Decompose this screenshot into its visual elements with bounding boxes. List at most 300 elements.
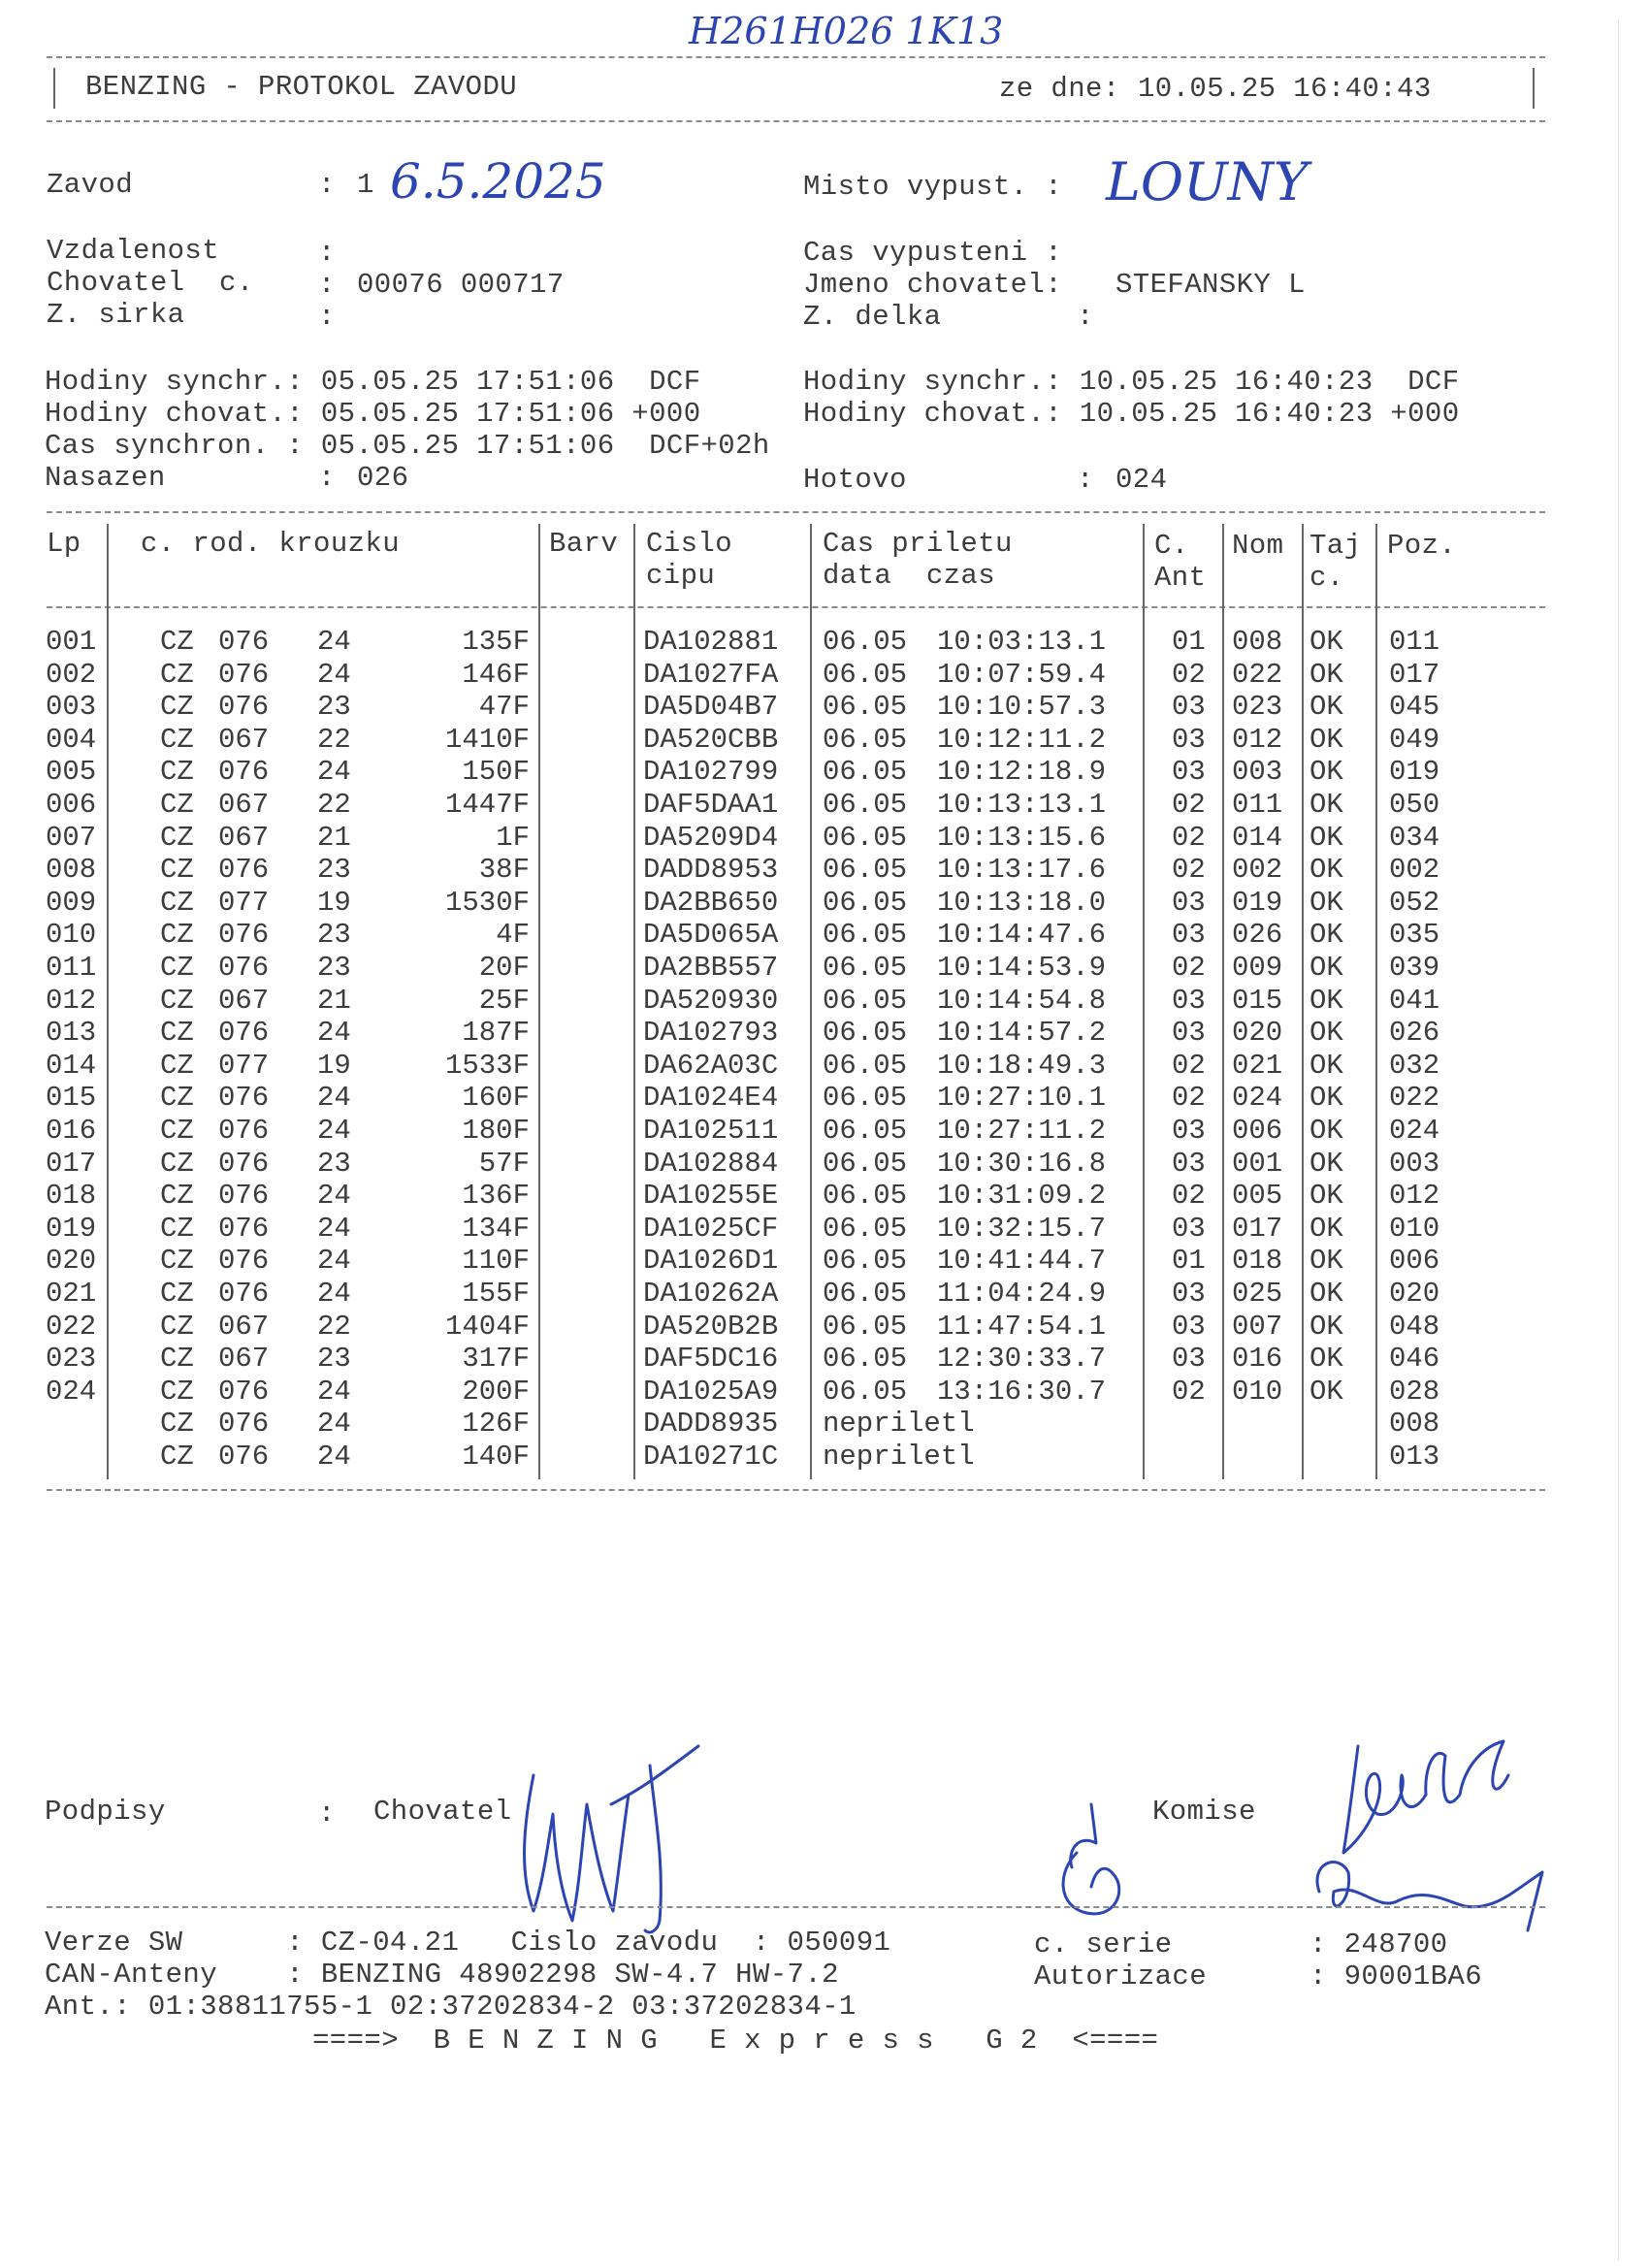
- row-date: nepriletl: [823, 1408, 975, 1441]
- row-ring-number: 20F: [478, 952, 530, 984]
- row-taj: OK: [1310, 1212, 1343, 1245]
- row-country: CZ: [160, 1375, 194, 1408]
- row-date: 06.05: [823, 1115, 908, 1147]
- row-org: 076: [218, 1408, 270, 1441]
- sirka-label: Z. sirka: [47, 299, 185, 331]
- row-ant: 03: [1172, 691, 1206, 724]
- sirka-colon: :: [318, 301, 336, 333]
- row-lp: 008: [46, 854, 97, 887]
- table-row: [0, 1278, 1649, 1311]
- table-row: [0, 1441, 1649, 1474]
- row-nom: 005: [1232, 1180, 1283, 1213]
- table-row: [0, 1148, 1649, 1181]
- row-year: 24: [317, 1278, 351, 1310]
- row-ring-number: 38F: [478, 854, 530, 887]
- table-row: [0, 919, 1649, 952]
- th-cislo-1: Cislo: [646, 528, 733, 560]
- row-poz: 048: [1389, 1310, 1440, 1343]
- jmeno-value: STEFANSKY L: [1116, 269, 1306, 301]
- row-ring-number: 146F: [462, 658, 530, 691]
- footer-device-banner: ====> B E N Z I N G E x p r e s s G 2 <====: [312, 2025, 1159, 2057]
- row-taj: OK: [1310, 1180, 1343, 1213]
- row-time: 10:14:53.9: [937, 952, 1107, 984]
- row-chip: DA1025A9: [643, 1375, 779, 1408]
- row-poz: 011: [1389, 626, 1440, 658]
- row-year: 21: [317, 984, 351, 1017]
- row-ring-number: 180F: [462, 1115, 530, 1147]
- row-date: 06.05: [823, 1212, 908, 1245]
- row-nom: 016: [1232, 1343, 1283, 1376]
- row-poz: 032: [1389, 1049, 1440, 1082]
- row-org: 076: [218, 1245, 270, 1278]
- row-taj: OK: [1310, 691, 1343, 724]
- row-org: 076: [218, 1147, 270, 1180]
- row-poz: 022: [1389, 1082, 1440, 1115]
- row-date: 06.05: [823, 1245, 908, 1278]
- row-year: 24: [317, 1082, 351, 1115]
- handwritten-reference: H261H026 1K13: [689, 10, 1004, 52]
- signature-chovatel-label: Chovatel: [373, 1796, 512, 1828]
- row-lp: 020: [46, 1245, 97, 1278]
- th-lp: Lp: [47, 528, 81, 560]
- row-year: 24: [317, 626, 351, 658]
- footer-line1-right: : 248700: [1310, 1928, 1448, 1960]
- hotovo-label: Hotovo: [803, 464, 907, 496]
- row-ant: 03: [1172, 984, 1206, 1017]
- row-org: 067: [218, 723, 270, 756]
- row-taj: OK: [1310, 1115, 1343, 1147]
- row-poz: 034: [1389, 821, 1440, 854]
- row-org: 076: [218, 1375, 270, 1408]
- row-nom: 015: [1232, 984, 1283, 1017]
- chovatel-colon: :: [318, 269, 336, 301]
- row-lp: 019: [46, 1212, 97, 1245]
- row-taj: OK: [1310, 854, 1343, 887]
- row-ring-number: 110F: [462, 1245, 530, 1278]
- row-time: 10:32:15.7: [937, 1212, 1107, 1245]
- row-country: CZ: [160, 1049, 194, 1082]
- chovatel-value: 00076 000717: [357, 269, 565, 301]
- row-ant: 03: [1172, 1343, 1206, 1376]
- table-row: [0, 659, 1649, 692]
- row-chip: DA102793: [643, 1017, 779, 1050]
- row-date: 06.05: [823, 1082, 908, 1115]
- row-poz: 052: [1389, 886, 1440, 919]
- row-poz: 049: [1389, 723, 1440, 756]
- row-date: 06.05: [823, 919, 908, 952]
- row-country: CZ: [160, 1082, 194, 1115]
- row-country: CZ: [160, 1278, 194, 1310]
- th-cislo-2: cipu: [646, 560, 716, 592]
- nasazen-colon: :: [318, 462, 336, 494]
- table-row: [0, 691, 1649, 724]
- table-row: [0, 626, 1649, 659]
- row-country: CZ: [160, 1310, 194, 1343]
- table-row: [0, 724, 1649, 757]
- row-nom: 021: [1232, 1049, 1283, 1082]
- row-chip: DADD8935: [643, 1408, 779, 1441]
- table-row: [0, 822, 1649, 855]
- row-year: 24: [317, 1017, 351, 1050]
- row-lp: 018: [46, 1180, 97, 1213]
- row-time: 10:14:54.8: [937, 984, 1107, 1017]
- table-row: [0, 1213, 1649, 1246]
- th-taj-1: Taj: [1310, 530, 1362, 562]
- footer-line2-mid: Autorizace: [1034, 1960, 1208, 1993]
- row-ring-number: 200F: [462, 1375, 530, 1408]
- row-lp: 004: [46, 723, 97, 756]
- table-row: [0, 1017, 1649, 1050]
- table-row: [0, 1245, 1649, 1278]
- row-date: 06.05: [823, 626, 908, 658]
- row-time: 10:14:47.6: [937, 919, 1107, 952]
- row-chip: DA5D065A: [643, 919, 779, 952]
- row-poz: 013: [1389, 1441, 1440, 1473]
- row-year: 23: [317, 919, 351, 952]
- row-chip: DA102799: [643, 756, 779, 789]
- row-chip: DA10262A: [643, 1278, 779, 1310]
- protocol-date-label: ze dne:: [999, 73, 1120, 105]
- jmeno-label: Jmeno chovatel:: [803, 269, 1063, 301]
- row-taj: OK: [1310, 984, 1343, 1017]
- row-time: 13:16:30.7: [937, 1375, 1107, 1408]
- th-ant-1: C.: [1154, 530, 1189, 562]
- row-poz: 024: [1389, 1115, 1440, 1147]
- row-ring-number: 140F: [462, 1441, 530, 1473]
- row-country: CZ: [160, 1245, 194, 1278]
- row-ant: 03: [1172, 1278, 1206, 1310]
- row-year: 24: [317, 1245, 351, 1278]
- row-chip: DA1026D1: [643, 1245, 779, 1278]
- row-poz: 008: [1389, 1408, 1440, 1441]
- row-nom: 009: [1232, 952, 1283, 984]
- row-chip: DA5209D4: [643, 821, 779, 854]
- sync-line3: Cas synchron. : 05.05.25 17:51:06 DCF+02h: [45, 430, 770, 462]
- row-country: CZ: [160, 952, 194, 984]
- row-year: 22: [317, 1310, 351, 1343]
- row-chip: DA62A03C: [643, 1049, 779, 1082]
- row-ant: 03: [1172, 723, 1206, 756]
- row-country: CZ: [160, 854, 194, 887]
- row-date: 06.05: [823, 886, 908, 919]
- row-lp: 013: [46, 1017, 97, 1050]
- row-lp: 005: [46, 756, 97, 789]
- sync-line1-left: Hodiny synchr.: 05.05.25 17:51:06 DCF: [45, 366, 701, 398]
- row-country: CZ: [160, 658, 194, 691]
- table-header-rule: [47, 606, 1545, 608]
- row-poz: 035: [1389, 919, 1440, 952]
- row-taj: OK: [1310, 886, 1343, 919]
- row-nom: 002: [1232, 854, 1283, 887]
- zavod-value: 1: [357, 169, 374, 201]
- row-nom: 024: [1232, 1082, 1283, 1115]
- row-time: 11:04:24.9: [937, 1278, 1107, 1310]
- th-nom: Nom: [1232, 530, 1284, 562]
- row-poz: 045: [1389, 691, 1440, 724]
- th-cas-2: data czas: [823, 560, 996, 592]
- delka-label: Z. delka: [803, 301, 942, 333]
- row-time: 12:30:33.7: [937, 1343, 1107, 1376]
- row-taj: OK: [1310, 1343, 1343, 1376]
- row-time: 10:18:49.3: [937, 1049, 1107, 1082]
- row-year: 19: [317, 1049, 351, 1082]
- row-year: 24: [317, 756, 351, 789]
- row-country: CZ: [160, 1180, 194, 1213]
- row-org: 076: [218, 1180, 270, 1213]
- row-time: 10:12:11.2: [937, 723, 1107, 756]
- row-ring-number: 160F: [462, 1082, 530, 1115]
- nasazen-value: 026: [357, 462, 409, 494]
- row-country: CZ: [160, 821, 194, 854]
- row-country: CZ: [160, 886, 194, 919]
- commission-signature: [1300, 1736, 1562, 1940]
- row-time: 10:31:09.2: [937, 1180, 1107, 1213]
- row-ant: 01: [1172, 1245, 1206, 1278]
- footer-line1-mid: c. serie: [1034, 1928, 1173, 1960]
- row-ring-number: 317F: [462, 1343, 530, 1376]
- row-ant: 02: [1172, 952, 1206, 984]
- row-year: 19: [317, 886, 351, 919]
- row-chip: DA1027FA: [643, 658, 779, 691]
- row-country: CZ: [160, 1017, 194, 1050]
- row-country: CZ: [160, 984, 194, 1017]
- row-time: 10:27:10.1: [937, 1082, 1107, 1115]
- row-ring-number: 155F: [462, 1278, 530, 1310]
- row-taj: OK: [1310, 1375, 1343, 1408]
- row-taj: OK: [1310, 658, 1343, 691]
- table-bottom-rule: [47, 1489, 1545, 1491]
- row-country: CZ: [160, 756, 194, 789]
- row-poz: 028: [1389, 1375, 1440, 1408]
- zavod-handwritten-date: 6.5.2025: [390, 153, 606, 210]
- row-taj: OK: [1310, 952, 1343, 984]
- row-lp: 012: [46, 984, 97, 1017]
- table-row: [0, 952, 1649, 985]
- row-ant: 03: [1172, 1017, 1206, 1050]
- row-poz: 050: [1389, 789, 1440, 821]
- row-date: 06.05: [823, 1278, 908, 1310]
- row-ring-number: 187F: [462, 1017, 530, 1050]
- commission-stamp-mark: [1048, 1795, 1145, 1930]
- row-date: 06.05: [823, 756, 908, 789]
- table-row: [0, 756, 1649, 789]
- row-time: 10:30:16.8: [937, 1147, 1107, 1180]
- row-date: 06.05: [823, 723, 908, 756]
- row-country: CZ: [160, 1408, 194, 1441]
- row-ring-number: 1447F: [444, 789, 530, 821]
- footer-line2-right: : 90001BA6: [1310, 1960, 1483, 1993]
- row-year: 23: [317, 854, 351, 887]
- row-poz: 026: [1389, 1017, 1440, 1050]
- row-ant: 03: [1172, 919, 1206, 952]
- row-ant: 02: [1172, 789, 1206, 821]
- sync-line2-right: Hodiny chovat.: 10.05.25 16:40:23 +000: [803, 398, 1460, 430]
- row-ring-number: 126F: [462, 1408, 530, 1441]
- row-chip: DA520CBB: [643, 723, 779, 756]
- row-date: 06.05: [823, 691, 908, 724]
- row-nom: 026: [1232, 919, 1283, 952]
- row-ant: 02: [1172, 854, 1206, 887]
- row-taj: OK: [1310, 919, 1343, 952]
- row-org: 076: [218, 691, 270, 724]
- row-taj: OK: [1310, 789, 1343, 821]
- row-ant: 03: [1172, 1115, 1206, 1147]
- row-country: CZ: [160, 789, 194, 821]
- row-lp: 011: [46, 952, 97, 984]
- row-chip: DA1024E4: [643, 1082, 779, 1115]
- row-year: 24: [317, 1180, 351, 1213]
- row-nom: 011: [1232, 789, 1283, 821]
- row-time: 10:41:44.7: [937, 1245, 1107, 1278]
- row-nom: 025: [1232, 1278, 1283, 1310]
- row-year: 24: [317, 1212, 351, 1245]
- row-ant: 02: [1172, 1049, 1206, 1082]
- table-row: [0, 1408, 1649, 1441]
- nasazen-label: Nasazen: [45, 462, 166, 494]
- header-bottom-rule: [47, 120, 1545, 122]
- row-org: 076: [218, 1017, 270, 1050]
- row-lp: 003: [46, 691, 97, 724]
- row-ant: 02: [1172, 1375, 1206, 1408]
- chovatel-label: Chovatel c.: [47, 267, 254, 299]
- row-chip: DA102884: [643, 1147, 779, 1180]
- row-country: CZ: [160, 691, 194, 724]
- row-date: 06.05: [823, 1343, 908, 1376]
- row-ant: 02: [1172, 821, 1206, 854]
- th-taj-2: c.: [1310, 562, 1344, 594]
- row-time: 10:27:11.2: [937, 1115, 1107, 1147]
- row-chip: DA2BB650: [643, 886, 779, 919]
- sync-line2-left: Hodiny chovat.: 05.05.25 17:51:06 +000: [45, 398, 701, 430]
- row-chip: DA520930: [643, 984, 779, 1017]
- row-country: CZ: [160, 626, 194, 658]
- table-row: [0, 1311, 1649, 1344]
- row-date: 06.05: [823, 952, 908, 984]
- footer-line2-left: CAN-Anteny : BENZING 48902298 SW-4.7 HW-7.2: [45, 1959, 839, 1991]
- th-poz: Poz.: [1387, 530, 1457, 562]
- hotovo-colon: :: [1077, 464, 1094, 496]
- row-org: 067: [218, 984, 270, 1017]
- row-country: CZ: [160, 1115, 194, 1147]
- row-year: 24: [317, 1115, 351, 1147]
- row-taj: OK: [1310, 1310, 1343, 1343]
- table-row: [0, 887, 1649, 920]
- row-nom: 014: [1232, 821, 1283, 854]
- row-nom: 020: [1232, 1017, 1283, 1050]
- row-nom: 003: [1232, 756, 1283, 789]
- row-org: 067: [218, 1310, 270, 1343]
- row-lp: 024: [46, 1375, 97, 1408]
- vzdalenost-label: Vzdalenost: [47, 235, 220, 267]
- row-nom: 012: [1232, 723, 1283, 756]
- row-year: 24: [317, 1441, 351, 1473]
- row-ant: 02: [1172, 1082, 1206, 1115]
- header-top-rule: [47, 56, 1545, 58]
- row-org: 067: [218, 789, 270, 821]
- row-poz: 012: [1389, 1180, 1440, 1213]
- row-poz: 046: [1389, 1343, 1440, 1376]
- row-lp: 002: [46, 658, 97, 691]
- header-left-border: [53, 68, 55, 109]
- row-org: 076: [218, 626, 270, 658]
- row-lp: 006: [46, 789, 97, 821]
- row-chip: DAF5DAA1: [643, 789, 779, 821]
- row-time: 10:10:57.3: [937, 691, 1107, 724]
- row-poz: 003: [1389, 1147, 1440, 1180]
- row-time: 10:13:15.6: [937, 821, 1107, 854]
- row-org: 067: [218, 821, 270, 854]
- table-top-rule: [47, 511, 1545, 513]
- footer-antennas: Ant.: 01:38811755-1 02:37202834-2 03:37202834-1: [45, 1991, 857, 2023]
- row-date: 06.05: [823, 1147, 908, 1180]
- row-taj: OK: [1310, 626, 1343, 658]
- sync-line1-right: Hodiny synchr.: 10.05.25 16:40:23 DCF: [803, 366, 1460, 398]
- row-year: 24: [317, 658, 351, 691]
- row-nom: 018: [1232, 1245, 1283, 1278]
- cas-vypusteni-label: Cas vypusteni :: [803, 237, 1063, 269]
- vzdalenost-colon: :: [318, 237, 336, 269]
- row-org: 076: [218, 1082, 270, 1115]
- row-date: 06.05: [823, 1375, 908, 1408]
- row-poz: 041: [1389, 984, 1440, 1017]
- row-chip: DAF5DC16: [643, 1343, 779, 1376]
- header-right-border: [1533, 68, 1535, 109]
- row-year: 23: [317, 691, 351, 724]
- table-row: [0, 1050, 1649, 1083]
- table-row: [0, 985, 1649, 1018]
- row-chip: DA102511: [643, 1115, 779, 1147]
- row-ant: 03: [1172, 1310, 1206, 1343]
- row-lp: 014: [46, 1049, 97, 1082]
- row-nom: 019: [1232, 886, 1283, 919]
- row-chip: DA5D04B7: [643, 691, 779, 724]
- table-row: [0, 1343, 1649, 1376]
- th-ring: c. rod. krouzku: [141, 528, 401, 560]
- row-year: 22: [317, 723, 351, 756]
- row-ant: 02: [1172, 1180, 1206, 1213]
- row-taj: OK: [1310, 1082, 1343, 1115]
- row-date: 06.05: [823, 1310, 908, 1343]
- row-year: 23: [317, 952, 351, 984]
- table-row: [0, 1180, 1649, 1213]
- podpisy-colon: :: [318, 1798, 336, 1830]
- row-taj: OK: [1310, 723, 1343, 756]
- zavod-colon: :: [318, 169, 336, 201]
- row-org: 067: [218, 1343, 270, 1376]
- row-lp: 017: [46, 1147, 97, 1180]
- row-chip: DA10255E: [643, 1180, 779, 1213]
- row-org: 076: [218, 1115, 270, 1147]
- row-year: 21: [317, 821, 351, 854]
- row-time: 10:07:59.4: [937, 658, 1107, 691]
- row-poz: 039: [1389, 952, 1440, 984]
- row-date: 06.05: [823, 821, 908, 854]
- th-ant-2: Ant: [1154, 562, 1207, 594]
- row-lp: 021: [46, 1278, 97, 1310]
- row-country: CZ: [160, 919, 194, 952]
- row-taj: OK: [1310, 821, 1343, 854]
- row-poz: 010: [1389, 1212, 1440, 1245]
- row-country: CZ: [160, 1441, 194, 1473]
- row-ring-number: 47F: [478, 691, 530, 724]
- row-country: CZ: [160, 1343, 194, 1376]
- row-date: 06.05: [823, 1180, 908, 1213]
- row-year: 23: [317, 1147, 351, 1180]
- row-nom: 001: [1232, 1147, 1283, 1180]
- row-date: 06.05: [823, 658, 908, 691]
- row-year: 23: [317, 1343, 351, 1376]
- row-chip: DA520B2B: [643, 1310, 779, 1343]
